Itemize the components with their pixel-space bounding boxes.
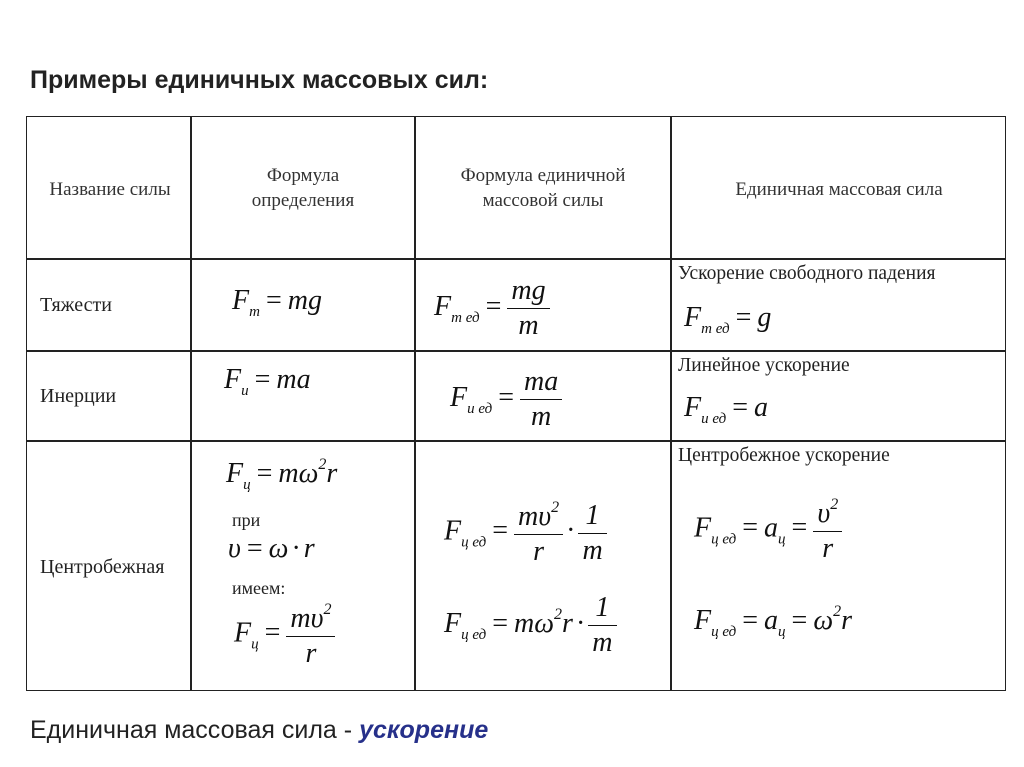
row-name-gravity: Тяжести [40,294,112,316]
formula-centrifugal-accel1: $F_{ц ед} = a_ц$ = $\frac{\upsilon^2}{r}$ [694,497,842,563]
label-gravity: Ускорение свободного падения [678,263,936,284]
footer-text: Единичная массовая сила - [30,716,360,744]
table-divider [26,350,1006,352]
formula-inertia-def: $F_и$ = ma [224,364,311,399]
formula-gravity-unit: $F_{т ед}$ = $\frac{mg}{m}$ [434,277,550,340]
formula-centrifugal-def2: $F_ц$ = $\frac{m\upsilon^2}{r}$ [234,602,335,668]
row-name-inertia: Инерции [40,385,117,407]
formula-centrifugal-accel2: $F_{ц ед} = a_ц = \omega^2r$ [694,603,853,640]
formula-centrifugal-def: $F_ц = m\omega^2r$ [226,456,338,493]
word-pri: при [232,510,261,530]
header-unit-force: Единичная массовая сила [735,179,943,200]
formula-inertia-unit: $F_{и ед}$ = $\frac{ma}{m}$ [450,368,562,431]
word-imeem: имеем: [232,578,286,598]
table-divider [26,258,1006,260]
label-inertia: Линейное ускорение [678,355,850,376]
page-title: Примеры единичных массовых сил: [30,66,489,94]
header-formula-def: Формула определения [251,165,355,211]
formula-gravity-def: $F_т$ = mg [232,285,322,320]
formula-centrifugal-unit1: $F_{ц ед}$ = $\frac{m\upsilon^2}{r}$ · $\frac{1}{m}$ [444,500,607,566]
table-divider [670,116,672,691]
formula-gravity-accel: $F_{т ед} = g$ [684,302,772,337]
formula-inertia-accel: $F_{и ед} = a$ [684,392,769,427]
footer-caption [30,716,488,745]
table-divider [26,440,1006,442]
header-formula-unit: Формула единичной массовой силы [460,165,626,211]
row-name-centrifugal: Центробежная [40,556,165,578]
formula-centrifugal-unit2: $F_{ц ед} = m\omega^2r$ · $\frac{1}{m}$ [444,594,617,657]
footer-accent: ускорение [359,716,489,744]
header-name: Название силы [49,179,171,200]
label-centrifugal: Центробежное ускорение [678,445,890,466]
formula-velocity: υ = ω · r [228,533,315,564]
